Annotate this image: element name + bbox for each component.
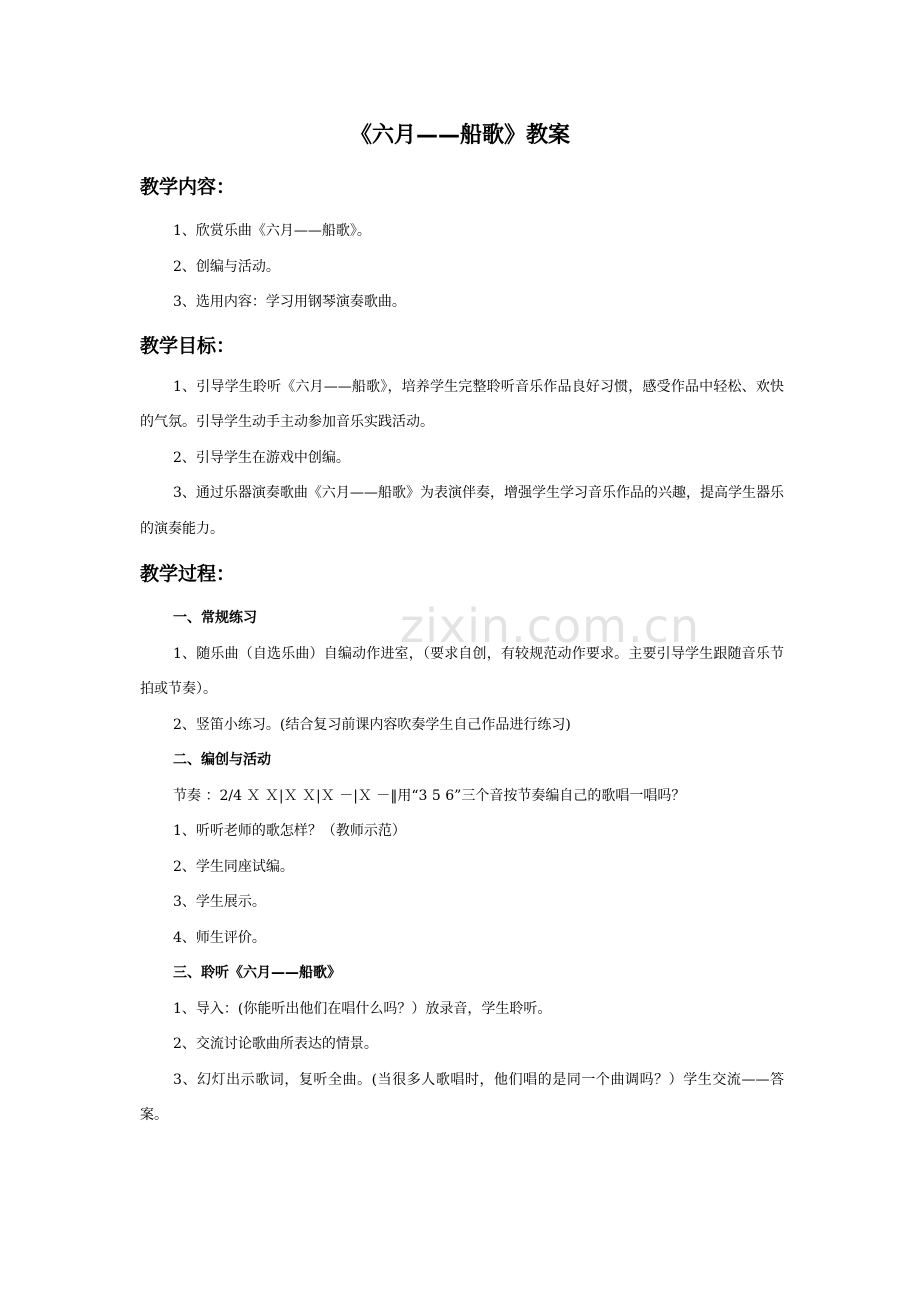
process-part1-item-1: 1、随乐曲（自选乐曲）自编动作进室，（要求自创，有较规范动作要求。主要引导学生跟随音乐节拍或节奏）。 <box>140 645 784 697</box>
content-item-2: 2、创编与活动。 <box>173 258 280 275</box>
process-part2-item-2: 2、学生同座试编。 <box>173 858 294 875</box>
process-part1-title: 一、常规练习 <box>173 610 257 626</box>
process-part2-item-3: 3、学生展示。 <box>173 894 266 910</box>
document-body <box>140 170 784 1134</box>
process-part2-item-4: 4、师生评价。 <box>173 929 266 946</box>
watermark: zixin.com.cn <box>400 599 701 653</box>
content-item-1: 1、欣赏乐曲《六月——船歌》。 <box>173 223 371 239</box>
section-heading-process: 教学过程： <box>140 563 236 585</box>
process-part3-item-2: 2、交流讨论歌曲所表达的情景。 <box>173 1036 378 1052</box>
process-part2-rhythm: 节奏 ：2/4 Ｘ Ｘ|Ｘ Ｘ|Ｘ －|Ｘ －‖用“3 5 6”三个音按节奏编自己的歌唱一唱吗？ <box>173 787 686 804</box>
section-heading-goals: 教学目标： <box>140 334 236 357</box>
process-part3-item-3: 3、幻灯出示歌词，复听全曲。(当很多人歌唱时，他们唱的是同一个曲调吗？）学生交流——答案。 <box>140 1071 784 1123</box>
content-item-3: 3、选用内容：学习用钢琴演奏歌曲。 <box>173 294 406 310</box>
document-title: 《六月——船歌》教案 <box>349 123 570 148</box>
process-part2-item-1: 1、听听老师的歌怎样？（教师示范） <box>173 823 406 839</box>
goal-item-2: 2、引导学生在游戏中创编。 <box>173 449 350 466</box>
goal-item-1: 1、引导学生聆听《六月——船歌》，培养学生完整聆听音乐作品良好习惯，感受作品中轻松、欢快的气氛。引导学生动手主动参加音乐实践活动。 <box>140 378 784 430</box>
process-part2-title: 二、编创与活动 <box>173 752 271 768</box>
process-part1-item-2: 2、竖笛小练习。(结合复习前课内容吹奏学生自己作品进行练习) <box>173 716 571 733</box>
process-part3-title: 三、聆听《六月——船歌》 <box>173 965 341 981</box>
section-heading-content: 教学内容： <box>140 176 236 198</box>
goal-item-3: 3、通过乐器演奏歌曲《六月——船歌》为表演伴奏，增强学生学习音乐作品的兴趣，提高学生器乐的演奏能力。 <box>140 485 784 537</box>
process-part3-item-1: 1、导入：(你能听出他们在唱什么吗？）放录音，学生聆听。 <box>173 1000 552 1017</box>
